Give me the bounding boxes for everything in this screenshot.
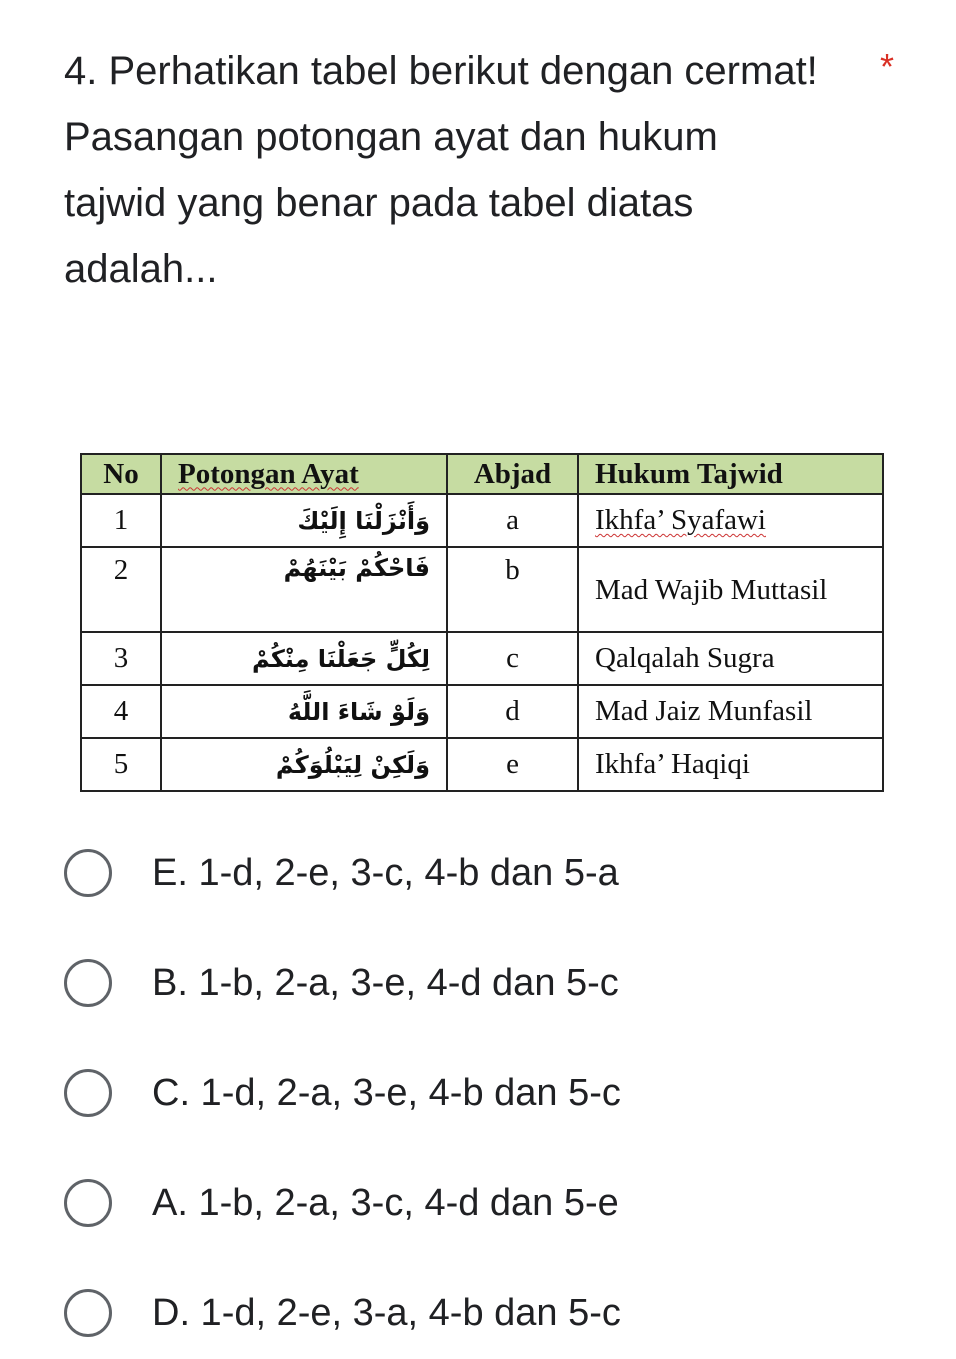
header-potongan-ayat bbox=[161, 454, 447, 494]
cell-ayat: وَأَنْزَلْنَا إِلَيْكَ bbox=[161, 494, 447, 547]
radio-button[interactable] bbox=[64, 849, 112, 897]
option-label: E. 1-d, 2-e, 3-c, 4-b dan 5-a bbox=[152, 851, 619, 894]
cell-ayat: وَلَوْ شَاءَ اللَّهُ bbox=[161, 685, 447, 738]
cell-no: 2 bbox=[81, 547, 161, 632]
cell-hukum-label: Ikhfa’ Syafawi bbox=[595, 504, 766, 536]
option-b[interactable] bbox=[64, 955, 619, 1011]
option-label: D. 1-d, 2-e, 3-a, 4-b dan 5-c bbox=[152, 1291, 621, 1334]
question-line-2: Pasangan potongan ayat dan hukum tajwid yang benar pada tabel diatas adalah... bbox=[64, 115, 718, 291]
required-asterisk: * bbox=[880, 46, 895, 87]
tajwid-table bbox=[80, 453, 884, 792]
question-image-table bbox=[70, 440, 899, 806]
cell-hukum: Mad Wajib Muttasil bbox=[578, 547, 883, 632]
cell-no: 1 bbox=[81, 494, 161, 547]
cell-abjad: b bbox=[447, 547, 578, 632]
header-hukum-tajwid: Hukum Tajwid bbox=[578, 454, 883, 494]
option-a[interactable] bbox=[64, 1175, 619, 1231]
radio-button[interactable] bbox=[64, 959, 112, 1007]
cell-hukum: Mad Jaiz Munfasil bbox=[578, 685, 883, 738]
cell-abjad: c bbox=[447, 632, 578, 685]
option-e[interactable] bbox=[64, 845, 619, 901]
question-text bbox=[64, 38, 824, 302]
cell-hukum: Qalqalah Sugra bbox=[578, 632, 883, 685]
cell-ayat: وَلَكِنْ لِيَبْلُوَكُمْ bbox=[161, 738, 447, 791]
cell-abjad: a bbox=[447, 494, 578, 547]
option-label: A. 1-b, 2-a, 3-c, 4-d dan 5-e bbox=[152, 1181, 619, 1224]
cell-no: 3 bbox=[81, 632, 161, 685]
cell-hukum: Ikhfa’ Haqiqi bbox=[578, 738, 883, 791]
cell-hukum bbox=[578, 494, 883, 547]
cell-abjad: d bbox=[447, 685, 578, 738]
radio-button[interactable] bbox=[64, 1179, 112, 1227]
radio-button[interactable] bbox=[64, 1289, 112, 1337]
table-row bbox=[81, 494, 883, 547]
question-line-1: 4. Perhatikan tabel berikut dengan cermat! bbox=[64, 49, 818, 93]
cell-no: 5 bbox=[81, 738, 161, 791]
table-row bbox=[81, 547, 883, 632]
cell-ayat: فَاحْكُمْ بَيْنَهُمْ bbox=[161, 547, 447, 632]
table-row bbox=[81, 685, 883, 738]
option-d[interactable] bbox=[64, 1285, 621, 1341]
header-no: No bbox=[81, 454, 161, 494]
cell-no: 4 bbox=[81, 685, 161, 738]
header-potongan-ayat-label: Potongan Ayat bbox=[178, 457, 359, 490]
option-label: C. 1-d, 2-a, 3-e, 4-b dan 5-c bbox=[152, 1071, 621, 1114]
option-label: B. 1-b, 2-a, 3-e, 4-d dan 5-c bbox=[152, 961, 619, 1004]
cell-abjad: e bbox=[447, 738, 578, 791]
option-c[interactable] bbox=[64, 1065, 621, 1121]
table-row bbox=[81, 738, 883, 791]
table-row bbox=[81, 632, 883, 685]
table-header-row bbox=[81, 454, 883, 494]
radio-button[interactable] bbox=[64, 1069, 112, 1117]
cell-ayat: لِكُلٍّ جَعَلْنَا مِنْكُمْ bbox=[161, 632, 447, 685]
header-abjad: Abjad bbox=[447, 454, 578, 494]
